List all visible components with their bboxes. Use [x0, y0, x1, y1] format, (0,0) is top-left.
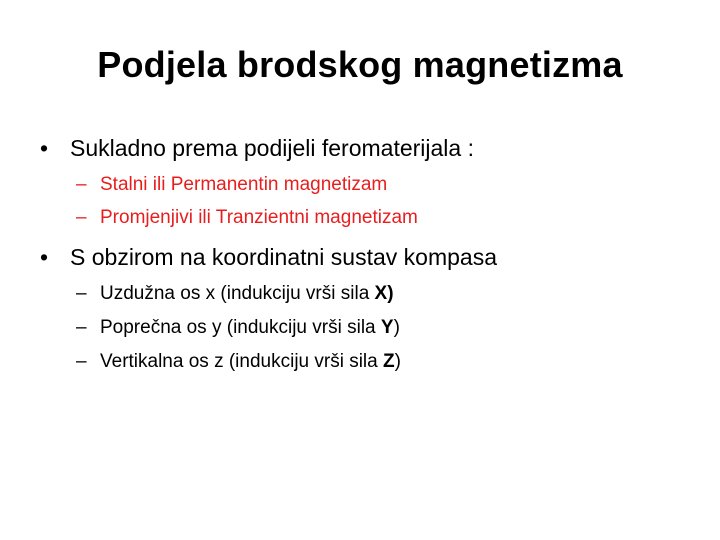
bullet-feromaterijala — [40, 134, 474, 162]
slide-title: Podjela brodskog magnetizma — [97, 44, 623, 85]
bullet-text: Sukladno prema podijeli feromaterijala : — [70, 135, 474, 161]
subitem-text: Promjenjivi ili Tranzientni magnetizam — [100, 207, 418, 228]
subitem-vertikalna-os — [76, 350, 401, 374]
dash-marker: – — [76, 351, 87, 372]
subitem-text: Poprečna os y (indukciju vrši sila — [100, 317, 381, 338]
subitem-text: Uzdužna os x (indukciju vrši sila — [100, 283, 375, 304]
force-x: X — [374, 283, 388, 304]
closing-paren: ) — [387, 283, 394, 304]
bullet-text: S obzirom na koordinatni sustav kompasa — [70, 244, 497, 270]
force-y: Y — [380, 317, 394, 338]
force-z: Z — [383, 351, 395, 372]
bullet-koordinatni-sustav — [40, 243, 497, 271]
subitem-promjenjivi — [76, 206, 418, 230]
dash-marker: – — [76, 317, 87, 338]
bullet-marker: • — [40, 135, 49, 161]
dash-marker: – — [76, 207, 87, 228]
subitem-uzduzna-os — [76, 282, 394, 306]
subitem-stalni — [76, 173, 387, 197]
closing-paren: ) — [393, 317, 400, 338]
bullet-marker: • — [40, 244, 49, 270]
subitem-poprecna-os — [76, 316, 400, 340]
dash-marker: – — [76, 174, 87, 195]
subitem-text: Vertikalna os z (indukciju vrši sila — [100, 351, 383, 372]
closing-paren: ) — [394, 351, 401, 372]
dash-marker: – — [76, 283, 87, 304]
subitem-text: Stalni ili Permanentin magnetizam — [100, 174, 388, 195]
